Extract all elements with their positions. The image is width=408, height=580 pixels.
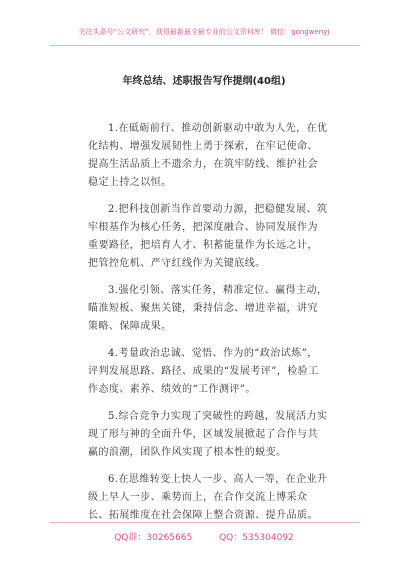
paragraph-2: 2.把科技创新当作首要动力源，把稳健发展、筑牢根基作为核心任务，把深度融合、协同发展作为重要路径，把培育人才、积蓄能量作为长远之计，把管控危机、严守红线作为关键底线。 [88,204,328,269]
document-title: 年终总结、述职报告写作提纲(40组) [122,76,286,87]
qq-number: QQ：535304092 [219,533,294,543]
document-body [88,120,328,534]
paragraph-4: 4.考量政治忠诚、觉悟、作为的“政治试炼”，评判发展思路、路径、成果的“发展考评”，检验工作态度、素养、绩效的“工作测评”。 [88,348,319,395]
paragraph-1: 1.在砥砺前行、推动创新驱动中敢为人先，在优化结构、增强发展韧性上勇于探索，在牢记使命、提高生活品质上不遗余力，在筑牢防线、维护社会稳定上持之以恒。 [88,123,328,188]
header-divider [50,45,360,46]
header-banner: 关注头条号“公文研究”，获得最新最全最专业的公文资料库！ 微信：gongwenyj [78,28,330,36]
footer-divider [50,522,360,523]
footer-contact [0,530,408,543]
paragraph-5: 5.综合竞争力实现了突破性的跨越，发展活力实现了形与神的全面升华，区域发展掀起了合作与共赢的浪潮，团队作风实现了根本性的蜕变。 [88,411,328,458]
paragraph-6: 6.在思维转变上快人一步、高人一等，在企业升级上早人一步、乘势而上，在合作交流上博采众长、拓展维度在社会保障上整合资源、提升品质。 [88,474,328,521]
qq-group-number: QQ群：30265665 [114,533,193,543]
paragraph-3: 3.强化引领、落实任务，精准定位、赢得主动，瞄准短板、聚焦关键，秉持信念、增进幸福，讲究策略、保障成果。 [88,285,328,332]
